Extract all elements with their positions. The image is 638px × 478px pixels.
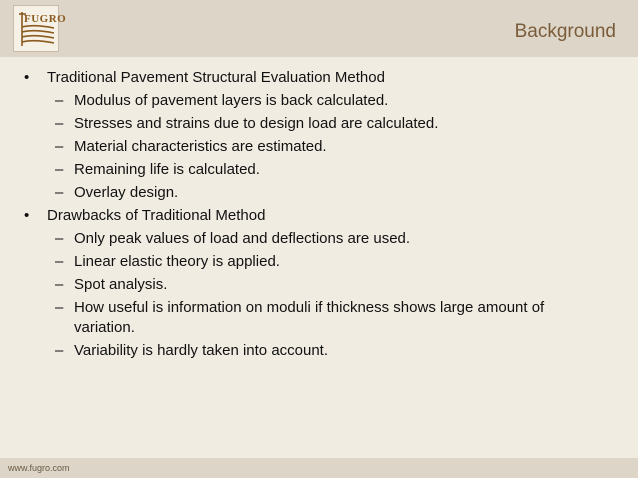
slide-title: Background bbox=[514, 21, 616, 42]
bullet-item bbox=[0, 68, 638, 88]
dash-mark: – bbox=[55, 161, 64, 178]
footer-bar bbox=[0, 458, 638, 478]
sub-bullet-item bbox=[0, 91, 638, 111]
bullet-mark: • bbox=[24, 207, 30, 224]
bullet-mark: • bbox=[24, 69, 30, 86]
sub-bullet-item bbox=[0, 183, 638, 203]
sub-bullet-text: Spot analysis. bbox=[74, 276, 168, 293]
logo-text: FUGRO bbox=[24, 13, 67, 25]
bullet-text: Drawbacks of Traditional Method bbox=[47, 207, 266, 224]
dash-mark: – bbox=[55, 253, 64, 270]
sub-bullet-item bbox=[0, 341, 638, 361]
sub-bullet-item bbox=[0, 160, 638, 180]
sub-bullet-text: Linear elastic theory is applied. bbox=[74, 253, 280, 270]
dash-mark: – bbox=[55, 138, 64, 155]
footer-url: www.fugro.com bbox=[8, 463, 70, 473]
sub-bullet-text: Remaining life is calculated. bbox=[74, 161, 260, 178]
dash-mark: – bbox=[55, 184, 64, 201]
dash-mark: – bbox=[55, 115, 64, 132]
slide-content bbox=[0, 68, 638, 364]
dash-mark: – bbox=[55, 230, 64, 247]
sub-bullet-item bbox=[0, 114, 638, 134]
sub-bullet-text: Material characteristics are estimated. bbox=[74, 138, 327, 155]
sub-bullet-text: Modulus of pavement layers is back calculated. bbox=[74, 92, 389, 109]
dash-mark: – bbox=[55, 342, 64, 359]
sub-bullet-text: Stresses and strains due to design load are calculated. bbox=[74, 115, 439, 132]
sub-bullet-item bbox=[0, 298, 638, 338]
header-bar bbox=[0, 0, 638, 57]
sub-bullet-text: How useful is information on moduli if thickness shows large amount of variation. bbox=[74, 299, 545, 336]
sub-bullet-item bbox=[0, 137, 638, 157]
dash-mark: – bbox=[55, 92, 64, 109]
bullet-text: Traditional Pavement Structural Evaluation Method bbox=[47, 69, 385, 86]
sub-bullet-text: Overlay design. bbox=[74, 184, 179, 201]
bullet-item bbox=[0, 206, 638, 226]
sub-bullet-item bbox=[0, 229, 638, 249]
dash-mark: – bbox=[55, 299, 64, 316]
sub-bullet-item bbox=[0, 275, 638, 295]
fugro-logo bbox=[13, 5, 67, 52]
dash-mark: – bbox=[55, 276, 64, 293]
sub-bullet-text: Variability is hardly taken into account. bbox=[74, 342, 329, 359]
sub-bullet-text: Only peak values of load and deflections are used. bbox=[74, 230, 411, 247]
sub-bullet-item bbox=[0, 252, 638, 272]
